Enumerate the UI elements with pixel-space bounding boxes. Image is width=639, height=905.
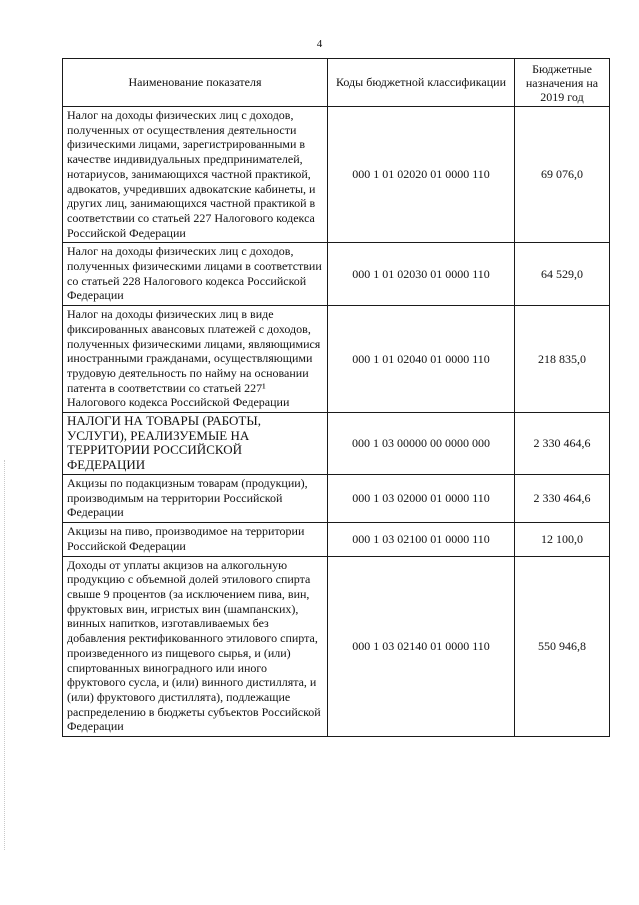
row-budget-code: 000 1 01 02040 01 0000 110: [328, 306, 515, 413]
table-row: [63, 243, 610, 306]
table-row: [63, 107, 610, 243]
table-row: [63, 556, 610, 736]
row-indicator-name: Доходы от уплаты акцизов на алкогольную продукцию с объемной долей этилового спирта свыше 9 процентов (за исключением пива, вин, фруктовых вин, игристых вин (шампанских), винных напитков, изготавливаемых без добавления ректификованного этилового спирта, произведенного из пищевого сырья, и (или) спиртованных виноградного или иного фруктового сусла, и (или) винного дистиллята, и (или) фруктового дистиллята), подлежащие распределению в бюджеты субъектов Российской Федерации: [63, 556, 328, 736]
row-indicator-name: Акцизы по подакцизным товарам (продукции), производимым на территории Российской Федерации: [63, 475, 328, 523]
row-budget-amount: 64 529,0: [515, 243, 610, 306]
row-budget-code: 000 1 03 02000 01 0000 110: [328, 475, 515, 523]
table-row: [63, 306, 610, 413]
row-budget-code: 000 1 03 00000 00 0000 000: [328, 413, 515, 475]
header-budget-amount: Бюджетные назначения на 2019 год: [515, 59, 610, 107]
row-indicator-name: Налог на доходы физических лиц в виде фиксированных авансовых платежей с доходов, полученных физическими лицами, являющимися иностранными гражданами, осуществляющими трудовую деятельность по найму на основании патента в соответствии со статьей 227¹ Налогового кодекса Российской Федерации: [63, 306, 328, 413]
table-row: [63, 523, 610, 556]
row-budget-amount: 550 946,8: [515, 556, 610, 736]
row-budget-amount: 2 330 464,6: [515, 475, 610, 523]
row-budget-amount: 2 330 464,6: [515, 413, 610, 475]
page-number: 4: [316, 38, 323, 50]
header-indicator-name: Наименование показателя: [63, 59, 328, 107]
row-indicator-name: Налог на доходы физических лиц с доходов, полученных физическими лицами в соответствии со статьей 228 Налогового кодекса Российской Федерации: [63, 243, 328, 306]
row-budget-amount: 218 835,0: [515, 306, 610, 413]
table-header-row: [63, 59, 610, 107]
row-budget-code: 000 1 03 02100 01 0000 110: [328, 523, 515, 556]
row-budget-amount: 12 100,0: [515, 523, 610, 556]
table-row: [63, 475, 610, 523]
row-budget-code: 000 1 01 02030 01 0000 110: [328, 243, 515, 306]
row-indicator-name: Акцизы на пиво, производимое на территории Российской Федерации: [63, 523, 328, 556]
budget-revenue-table: [62, 58, 610, 737]
row-budget-amount: 69 076,0: [515, 107, 610, 243]
header-budget-codes: Коды бюджетной классификации: [328, 59, 515, 107]
scan-margin-artifact: [4, 460, 7, 850]
row-indicator-name: НАЛОГИ НА ТОВАРЫ (РАБОТЫ, УСЛУГИ), РЕАЛИЗУЕМЫЕ НА ТЕРРИТОРИИ РОССИЙСКОЙ ФЕДЕРАЦИИ: [63, 413, 328, 475]
row-budget-code: 000 1 01 02020 01 0000 110: [328, 107, 515, 243]
row-budget-code: 000 1 03 02140 01 0000 110: [328, 556, 515, 736]
row-indicator-name: Налог на доходы физических лиц с доходов, полученных от осуществления деятельности физическими лицами, зарегистрированными в качестве индивидуальных предпринимателей, нотариусов, занимающихся частной практикой, адвокатов, учредивших адвокатские кабинеты, и других лиц, занимающихся частной практикой в соответствии со статьей 227 Налогового кодекса Российской Федерации: [63, 107, 328, 243]
table-row-section: [63, 413, 610, 475]
